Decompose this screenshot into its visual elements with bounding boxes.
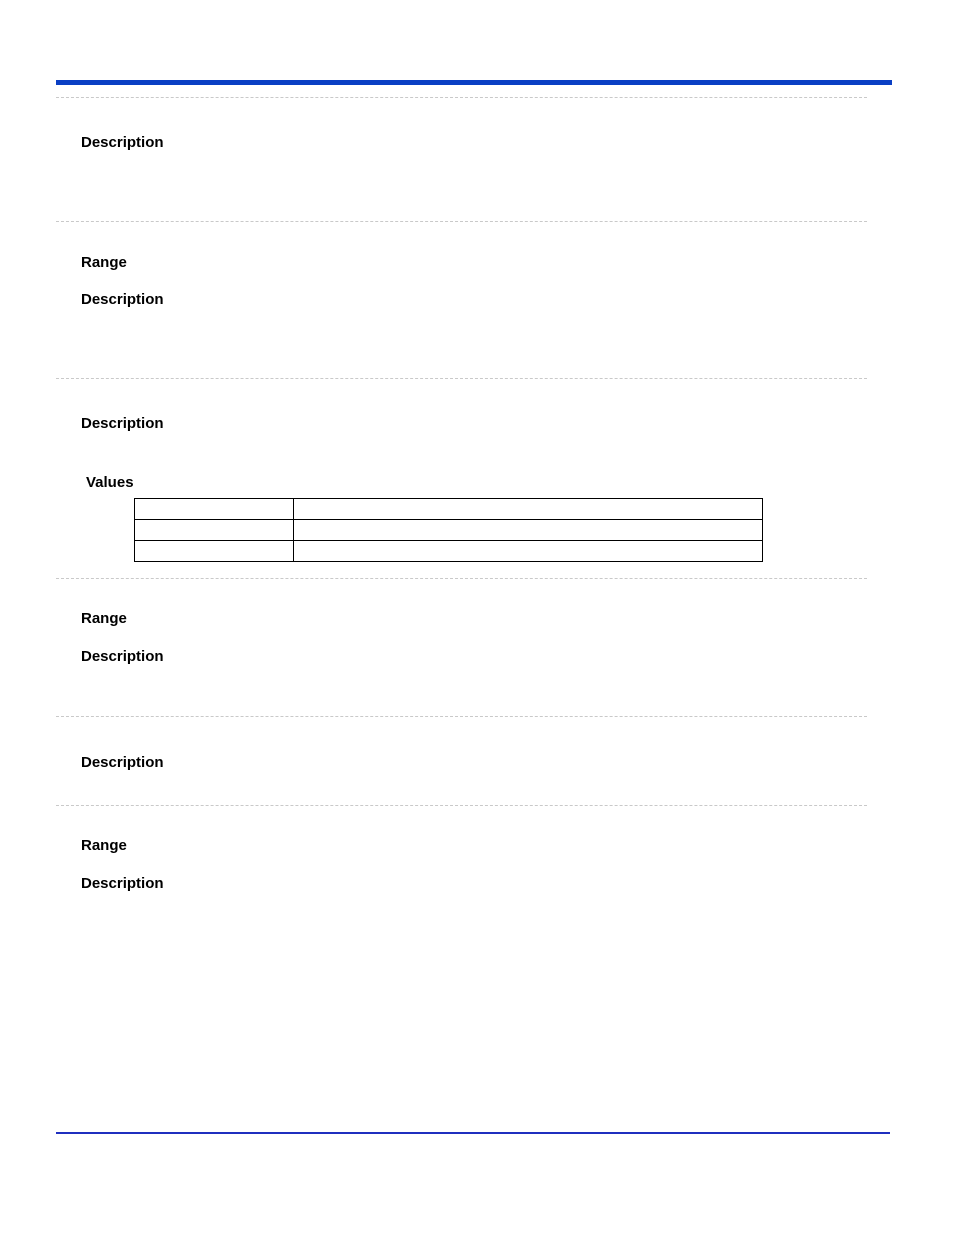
table-cell (135, 541, 294, 562)
table-cell (294, 541, 763, 562)
section-6-description-label: Description (81, 875, 164, 892)
table-row (135, 541, 763, 562)
section-separator (56, 716, 867, 717)
table-cell (294, 520, 763, 541)
table-row (135, 499, 763, 520)
section-separator (56, 221, 867, 222)
section-1-description-label: Description (81, 134, 164, 151)
section-2-range-label: Range (81, 254, 127, 271)
section-separator (56, 805, 867, 806)
section-6-range-label: Range (81, 837, 127, 854)
section-4-range-label: Range (81, 610, 127, 627)
table-row (135, 520, 763, 541)
section-separator (56, 578, 867, 579)
table-cell (135, 520, 294, 541)
table-cell (135, 499, 294, 520)
section-3-description-label: Description (81, 415, 164, 432)
footer-rule (56, 1132, 890, 1134)
section-3-values-label: Values (86, 474, 134, 491)
section-separator (56, 97, 867, 98)
header-rule (56, 80, 892, 85)
section-2-description-label: Description (81, 291, 164, 308)
section-4-description-label: Description (81, 648, 164, 665)
section-5-description-label: Description (81, 754, 164, 771)
section-separator (56, 378, 867, 379)
table-cell (294, 499, 763, 520)
values-table (134, 498, 763, 562)
